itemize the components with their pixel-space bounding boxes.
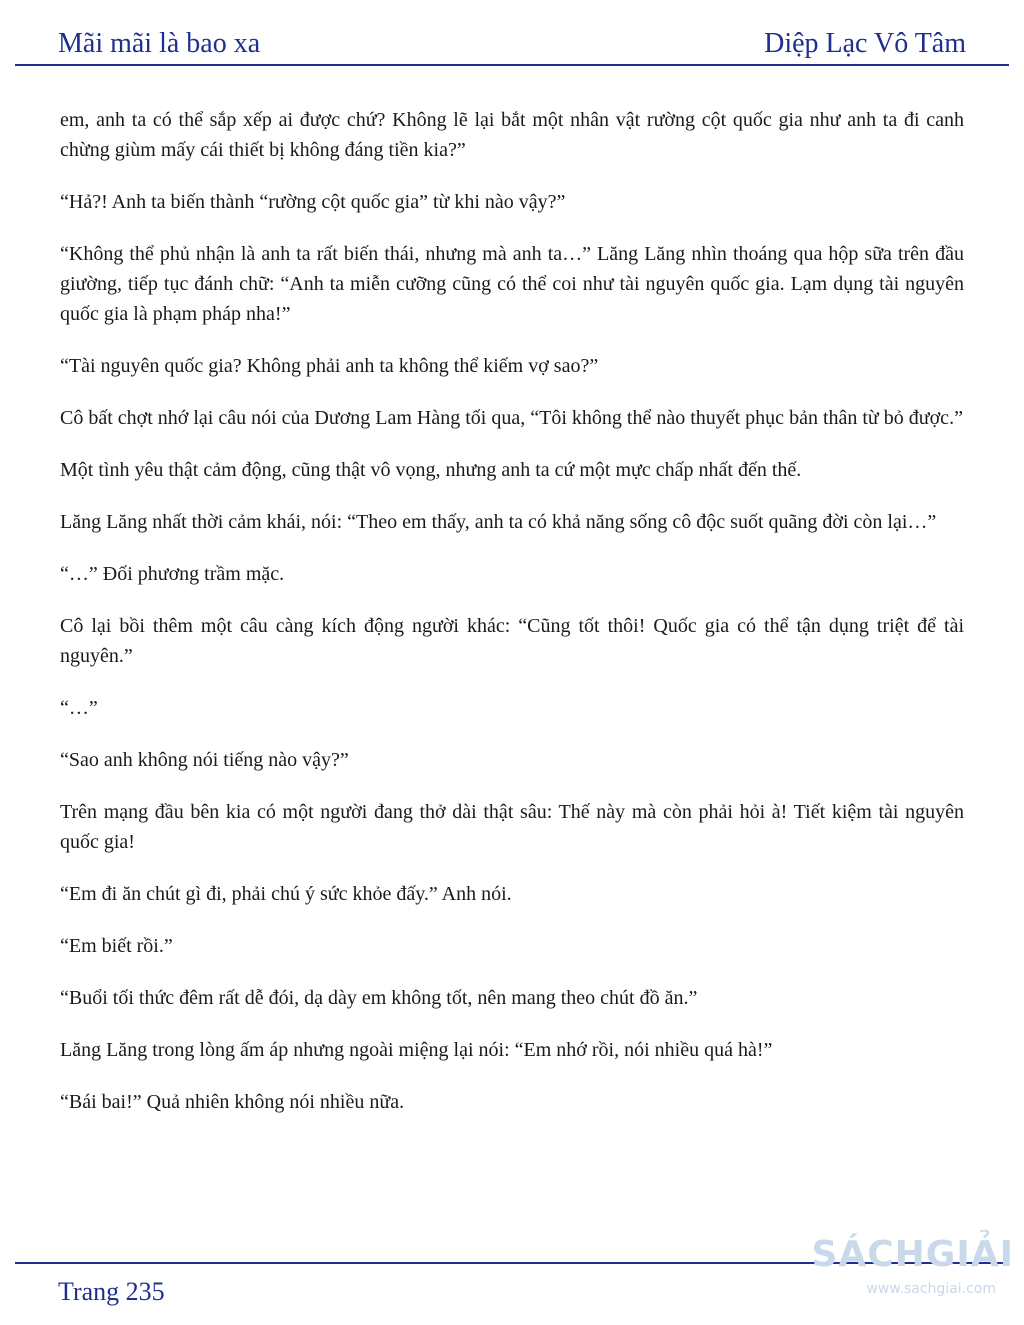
page-number: Trang 235 (58, 1277, 165, 1306)
paragraph-1: em, anh ta có thể sắp xếp ai được chứ? Không lẽ lại bắt một nhân vật rường cột quốc gia như anh ta đi canh chừng giùm mấy cái thiết bị không đáng tiền kia?” (60, 109, 964, 161)
watermark (804, 1232, 1014, 1318)
watermark-logo: SÁCHGIẢI (811, 1234, 1014, 1275)
paragraph-2: “Hả?! Anh ta biến thành “rường cột quốc gia” từ khi nào vậy?” (60, 191, 566, 213)
page-body (60, 105, 964, 1139)
paragraph-16: Lăng Lăng trong lòng ấm áp nhưng ngoài miệng lại nói: “Em nhớ rồi, nói nhiều quá hà!” (60, 1039, 773, 1061)
paragraph-4: “Tài nguyên quốc gia? Không phải anh ta không thể kiếm vợ sao?” (60, 355, 599, 377)
paragraph-11: “Sao anh không nói tiếng nào vậy?” (60, 749, 349, 771)
paragraph-5: Cô bất chợt nhớ lại câu nói của Dương Lam Hàng tối qua, “Tôi không thể nào thuyết phục bản thân từ bỏ được.” (60, 407, 963, 429)
paragraph-15: “Buổi tối thức đêm rất dễ đói, dạ dày em không tốt, nên mang theo chút đồ ăn.” (60, 987, 698, 1009)
author-name: Diệp Lạc Vô Tâm (764, 28, 966, 59)
paragraph-6: Một tình yêu thật cảm động, cũng thật vô vọng, nhưng anh ta cứ một mực chấp nhất đến thế. (60, 459, 802, 481)
watermark-url: www.sachgiai.com (866, 1281, 996, 1297)
page-header (58, 26, 966, 66)
book-title: Mãi mãi là bao xa (58, 28, 261, 59)
paragraph-10: “…” (60, 697, 98, 719)
paragraph-14: “Em biết rồi.” (60, 935, 173, 957)
paragraph-3: “Không thể phủ nhận là anh ta rất biến thái, nhưng mà anh ta…” Lăng Lăng nhìn thoáng qua hộp sữa trên đầu giường, tiếp tục đánh chữ: “Anh ta miễn cưỡng cũng có thể coi như tài nguyên quốc gia. Lạm dụng tài nguyên quốc gia là phạm pháp nha!” (60, 243, 964, 325)
header-divider (15, 64, 1009, 66)
paragraph-9: Cô lại bồi thêm một câu càng kích động người khác: “Cũng tốt thôi! Quốc gia có thể tận dụng triệt để tài nguyên.” (60, 615, 964, 667)
paragraph-13: “Em đi ăn chút gì đi, phải chú ý sức khỏe đấy.” Anh nói. (60, 883, 512, 905)
paragraph-8: “…” Đối phương trầm mặc. (60, 563, 285, 585)
paragraph-12: Trên mạng đầu bên kia có một người đang thở dài thật sâu: Thế này mà còn phải hỏi à! Tiết kiệm tài nguyên quốc gia! (60, 801, 964, 853)
paragraph-17: “Bái bai!” Quả nhiên không nói nhiều nữa. (60, 1091, 405, 1113)
paragraph-7: Lăng Lăng nhất thời cảm khái, nói: “Theo em thấy, anh ta có khả năng sống cô độc suốt quãng đời còn lại…” (60, 511, 937, 533)
